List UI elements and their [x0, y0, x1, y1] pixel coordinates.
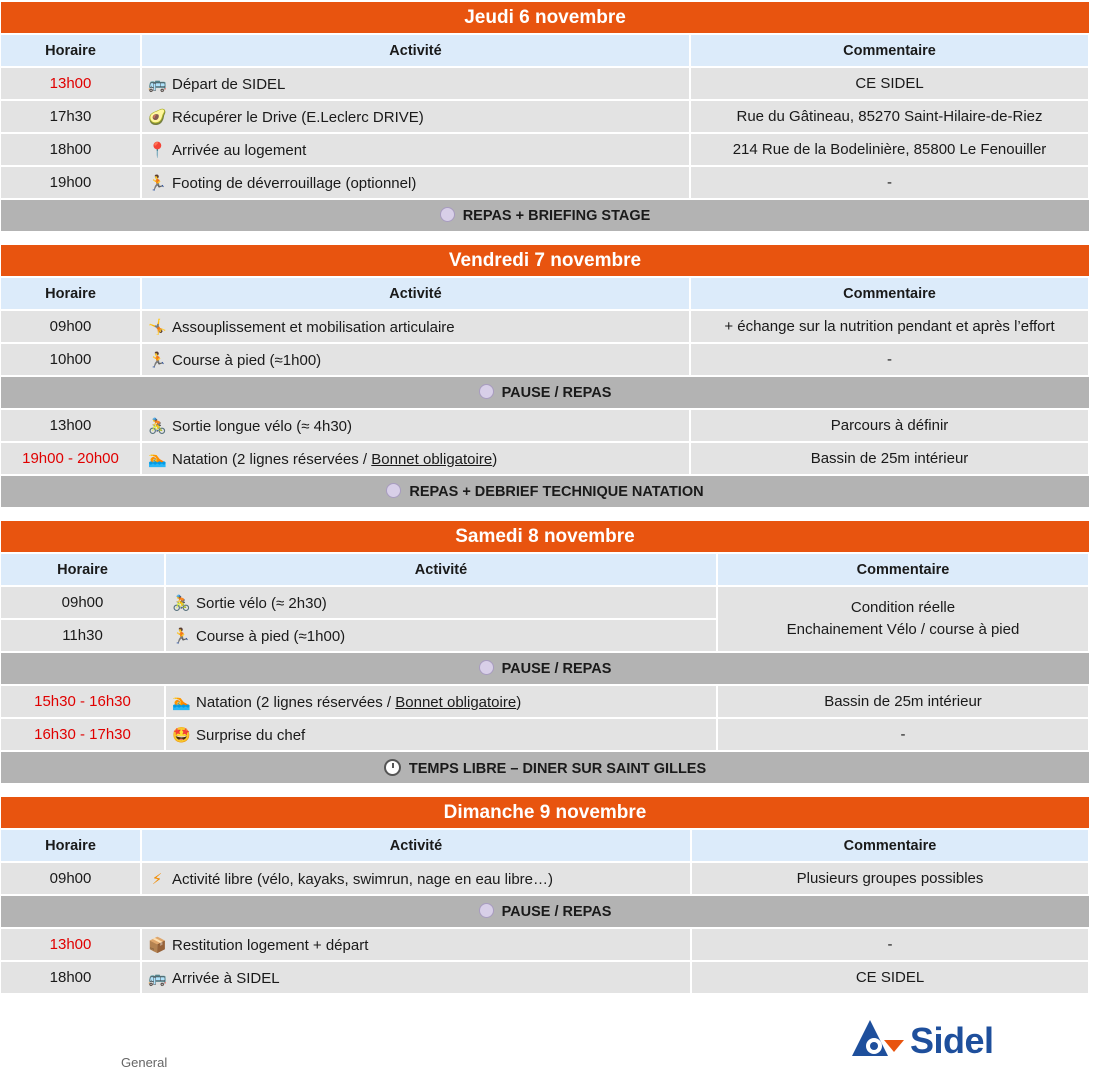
activite-header: Activité: [141, 830, 691, 862]
pin-icon: 📍: [148, 141, 167, 159]
cartwheel-icon: 🤸: [148, 318, 167, 336]
comment-cell: -: [717, 718, 1089, 751]
activity-cell: [165, 619, 717, 652]
time-cell: 19h00: [1, 166, 141, 199]
activity-cell: [165, 718, 717, 751]
day-title: Jeudi 6 novembre: [1, 2, 1089, 35]
commentaire-header: Commentaire: [690, 278, 1089, 310]
lightning-icon: ⚡: [151, 870, 163, 888]
comment-cell: -: [691, 928, 1089, 961]
table-row: [1, 166, 1089, 199]
activity-cell: [141, 442, 690, 475]
activity-cell: [141, 928, 691, 961]
activity-text: Activité libre (vélo, kayaks, swimrun, nage en eau libre…): [172, 870, 553, 888]
time-cell: 18h00: [1, 133, 141, 166]
separator-row: [1, 751, 1089, 784]
day-block-dimanche: [1, 797, 1089, 995]
table-header-row: [1, 830, 1089, 862]
comment-line: Condition réelle: [850, 599, 956, 616]
meal-icon: [479, 384, 494, 399]
table-header-row: [1, 554, 1089, 586]
table-row: [1, 409, 1089, 442]
activity-text: Course à pied (≈1h00): [196, 627, 346, 645]
activity-text: Départ de SIDEL: [172, 75, 286, 93]
comment-cell: Plusieurs groupes possibles: [691, 862, 1089, 895]
sidel-logo: [850, 1018, 1010, 1060]
separator-text: REPAS + BRIEFING STAGE: [462, 208, 651, 224]
activity-text: Natation (2 lignes réservées /: [172, 450, 372, 468]
day-block-vendredi: [1, 245, 1089, 509]
table-row: [1, 685, 1089, 718]
swimmer-icon: 🏊: [148, 450, 167, 468]
schedule-table: [1, 278, 1090, 509]
table-row: [1, 442, 1089, 475]
time-cell: 16h30 - 17h30: [1, 718, 165, 751]
cyclist-icon: 🚴: [148, 417, 167, 435]
swimmer-icon: 🏊: [172, 693, 191, 711]
cyclist-icon: 🚴: [172, 594, 191, 612]
activity-cell: [165, 685, 717, 718]
bus-icon: 🚌: [148, 75, 167, 93]
separator-cell: [1, 199, 1089, 232]
table-row: [1, 343, 1089, 376]
separator-text: PAUSE / REPAS: [501, 904, 612, 920]
day-block-jeudi: [1, 2, 1089, 233]
meal-icon: [440, 207, 455, 222]
separator-cell: [1, 652, 1089, 685]
day-title: Samedi 8 novembre: [1, 521, 1089, 554]
sidel-logo-icon: [850, 1018, 908, 1060]
meal-icon: [479, 903, 494, 918]
comment-cell: Bassin de 25m intérieur: [690, 442, 1089, 475]
activite-header: Activité: [165, 554, 717, 586]
table-row: [1, 718, 1089, 751]
logo-text: Sidel: [910, 1020, 994, 1061]
comment-line: Enchainement Vélo / course à pied: [786, 621, 1020, 638]
time-cell: 09h00: [1, 586, 165, 619]
activity-text: Assouplissement et mobilisation articulaire: [172, 318, 455, 336]
activity-text: Récupérer le Drive (E.Leclerc DRIVE): [172, 108, 424, 126]
activity-text: Arrivée au logement: [172, 141, 307, 159]
comment-cell: CE SIDEL: [691, 961, 1089, 994]
activity-text: Arrivée à SIDEL: [172, 969, 280, 987]
meal-icon: [479, 660, 494, 675]
table-header-row: [1, 35, 1089, 67]
comment-cell: 214 Rue de la Bodelinière, 85800 Le Fenouiller: [690, 133, 1089, 166]
time-cell: 13h00: [1, 928, 141, 961]
table-row: [1, 928, 1089, 961]
separator-row: [1, 895, 1089, 928]
horaire-header: Horaire: [1, 830, 141, 862]
separator-cell: [1, 475, 1089, 508]
separator-row: [1, 475, 1089, 508]
box-icon: 📦: [148, 936, 167, 954]
separator-text: PAUSE / REPAS: [501, 385, 612, 401]
time-cell: 13h00: [1, 409, 141, 442]
star-struck-icon: 🤩: [172, 726, 191, 744]
time-cell: 09h00: [1, 310, 141, 343]
runner-icon: 🏃: [148, 174, 167, 192]
table-row: [1, 133, 1089, 166]
time-cell: 13h00: [1, 67, 141, 100]
activity-underlined-text: Bonnet obligatoire: [395, 693, 517, 711]
activity-text: Natation (2 lignes réservées /: [196, 693, 396, 711]
activity-cell: [141, 862, 691, 895]
separator-text: PAUSE / REPAS: [501, 661, 612, 677]
separator-cell: [1, 751, 1089, 784]
table-row: [1, 961, 1089, 994]
activity-cell: [141, 67, 690, 100]
activity-cell: [141, 961, 691, 994]
schedule-table: [1, 554, 1090, 785]
time-cell: 11h30: [1, 619, 165, 652]
time-cell: 09h00: [1, 862, 141, 895]
commentaire-header: Commentaire: [717, 554, 1089, 586]
separator-cell: [1, 895, 1089, 928]
bus-icon: 🚌: [148, 969, 167, 987]
activity-text: Footing de déverrouillage (optionnel): [172, 174, 417, 192]
table-header-row: [1, 278, 1089, 310]
classification-label: General: [121, 1055, 168, 1070]
horaire-header: Horaire: [1, 554, 165, 586]
activity-cell: [165, 586, 717, 619]
runner-icon: 🏃: [172, 627, 191, 645]
schedule-table: [1, 35, 1090, 233]
avocado-icon: 🥑: [148, 108, 167, 126]
runner-icon: 🏃: [148, 351, 167, 369]
separator-text: TEMPS LIBRE – DINER SUR SAINT GILLES: [408, 760, 707, 777]
horaire-header: Horaire: [1, 35, 141, 67]
activity-text: Surprise du chef: [196, 726, 306, 744]
day-title: Vendredi 7 novembre: [1, 245, 1089, 278]
activity-text: Restitution logement + départ: [172, 936, 369, 954]
separator-text: REPAS + DEBRIEF TECHNIQUE NATATION: [409, 484, 704, 500]
activite-header: Activité: [141, 278, 690, 310]
separator-row: [1, 199, 1089, 232]
activity-text-end: ): [492, 450, 498, 468]
separator-cell: [1, 376, 1089, 409]
activity-cell: [141, 343, 690, 376]
time-cell: 17h30: [1, 100, 141, 133]
table-row: [1, 862, 1089, 895]
time-cell: 10h00: [1, 343, 141, 376]
activite-header: Activité: [141, 35, 690, 67]
activity-text: Sortie longue vélo (≈ 4h30): [172, 417, 353, 435]
activity-cell: [141, 133, 690, 166]
day-title: Dimanche 9 novembre: [1, 797, 1089, 830]
comment-cell: -: [690, 166, 1089, 199]
activity-text-end: ): [516, 693, 522, 711]
comment-cell: CE SIDEL: [690, 67, 1089, 100]
time-cell: 18h00: [1, 961, 141, 994]
activity-cell: [141, 409, 690, 442]
clock-icon: [384, 759, 401, 776]
merged-comment-cell: [717, 586, 1089, 652]
separator-row: [1, 652, 1089, 685]
comment-cell: Bassin de 25m intérieur: [717, 685, 1089, 718]
activity-text: Sortie vélo (≈ 2h30): [196, 594, 327, 612]
meal-icon: [386, 483, 401, 498]
comment-cell: Rue du Gâtineau, 85270 Saint-Hilaire-de-Riez: [690, 100, 1089, 133]
table-row: [1, 67, 1089, 100]
time-cell: 15h30 - 16h30: [1, 685, 165, 718]
activity-cell: [141, 100, 690, 133]
time-cell: 19h00 - 20h00: [1, 442, 141, 475]
separator-row: [1, 376, 1089, 409]
activity-text: Course à pied (≈1h00): [172, 351, 322, 369]
activity-cell: [141, 166, 690, 199]
comment-cell: Parcours à définir: [690, 409, 1089, 442]
schedule-table: [1, 830, 1090, 995]
commentaire-header: Commentaire: [690, 35, 1089, 67]
comment-cell: -: [690, 343, 1089, 376]
table-row: [1, 310, 1089, 343]
table-row: [1, 586, 1089, 619]
activity-cell: [141, 310, 690, 343]
activity-underlined-text: Bonnet obligatoire: [371, 450, 493, 468]
comment-cell: + échange sur la nutrition pendant et après l’effort: [690, 310, 1089, 343]
commentaire-header: Commentaire: [691, 830, 1089, 862]
table-row: [1, 100, 1089, 133]
day-block-samedi: [1, 521, 1089, 785]
horaire-header: Horaire: [1, 278, 141, 310]
